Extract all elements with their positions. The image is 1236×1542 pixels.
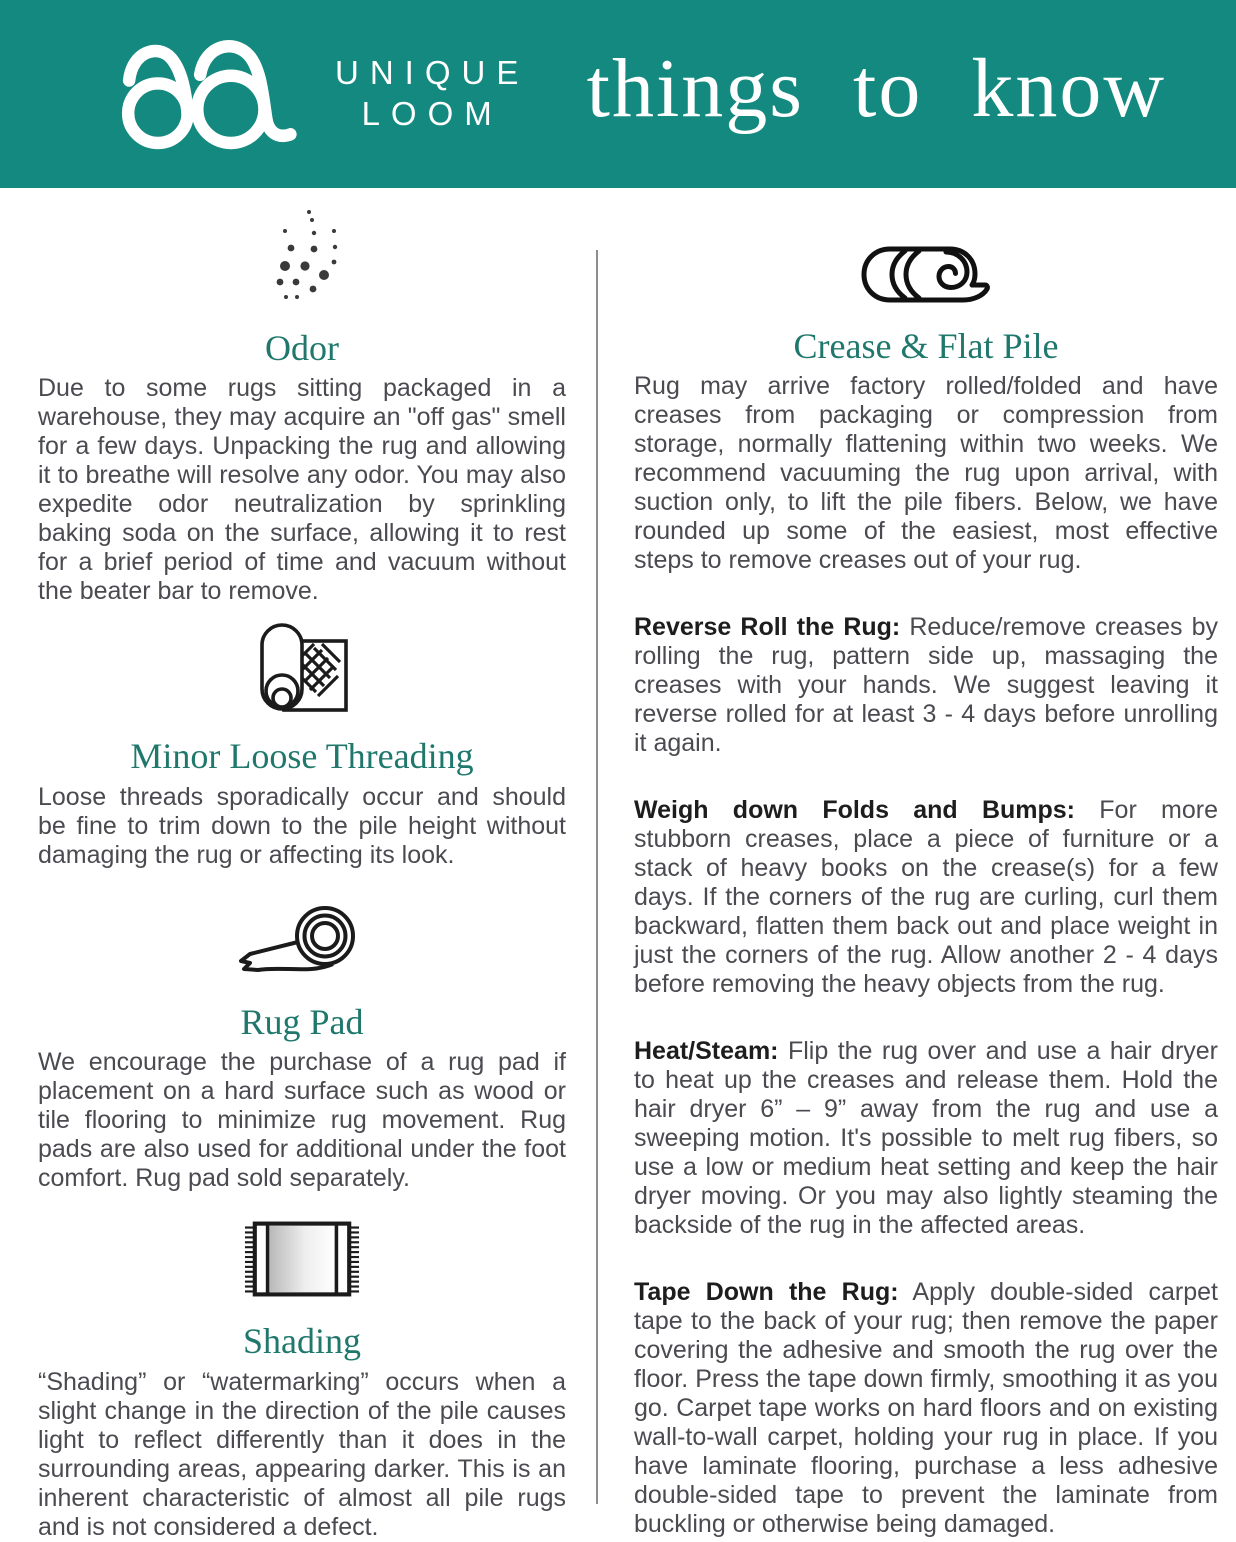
- section-intro: Rug may arrive factory rolled/folded and have creases from packaging or compression from storage, normally flattening within two weeks. We recommend vacuuming the rug upon arrival, with suction only, to lift the pile fibers. Below, we have rounded up some of the easiest, most effective steps to remove creases out of your rug.: [634, 372, 1218, 575]
- section-shading: [38, 1219, 566, 1541]
- brand-name: [324, 53, 529, 135]
- section-heading: Crease & Flat Pile: [793, 326, 1059, 366]
- section-heading: Minor Loose Threading: [130, 736, 474, 777]
- section-body: We encourage the purchase of a rug pad if placement on a hard surface such as wood or tile flooring to minimize rug movement. Rug pads are also used for additional under the foot comfort. Rug pad sold separately.: [38, 1048, 566, 1193]
- header-bar: [0, 0, 1236, 188]
- rolled-rug-spiral-icon: [860, 244, 992, 304]
- content: [0, 188, 1236, 1542]
- section-threading: [38, 622, 566, 869]
- section-heading: Rug Pad: [240, 1001, 364, 1042]
- tip-tape-down: [634, 1278, 1218, 1539]
- tip-text: Flip the rug over and use a hair dryer to heat up the creases and release them. Hold the hair dryer 6” – 9” away from the rug and use a sweeping motion. It's possible to melt rug fibers, so use a low or medium heat setting and keep the hair dryer moving. Or you may also lightly steaming the backside of the rug in the affected areas.: [634, 1037, 1218, 1240]
- brand: [108, 34, 529, 154]
- tip-reverse-roll: [634, 613, 1218, 758]
- tip-text: Reduce/remove creases by rolling the rug, pattern side up, massaging the creases with your hands. We suggest leaving it reverse rolled for at least 3 - 4 days before unrolling it again.: [634, 613, 1218, 758]
- section-body: Loose threads sporadically occur and should be fine to trim down to the pile height without damaging the rug or affecting its look.: [38, 782, 566, 869]
- tip-label: Reverse Roll the Rug:: [634, 613, 901, 642]
- unique-loom-logo-icon: [108, 34, 300, 154]
- fringed-rug-icon: [243, 1219, 361, 1299]
- section-body: Due to some rugs sitting packaged in a warehouse, they may acquire an "off gas" smell for a few days. Unpacking the rug and allowing it to breathe will resolve any odor. You may also expedite odor neutralization by sprinkling baking soda on the surface, allowing it to rest for a brief period of time and vacuum without the beater bar to remove.: [38, 374, 566, 606]
- left-column: [38, 204, 566, 1542]
- section-rugpad: [38, 900, 566, 1193]
- brand-line-1: UNIQUE: [335, 54, 530, 92]
- tip-text: For more stubborn creases, place a piece of furniture or a stack of heavy books on the crease(s) for a few days. If the corners of the rug are curling, curl them backward, flatten them back out and place weight in just the corners of the rug. Allow another 2 - 4 days before removing the heavy objects from the rug.: [634, 796, 1218, 999]
- tip-label: Weigh down Folds and Bumps:: [634, 796, 1076, 825]
- right-column: [634, 204, 1218, 1542]
- section-body: “Shading” or “watermarking” occurs when a slight change in the direction of the pile causes light to reflect differently than it does in the surrounding areas, appearing darker. This is an inherent characteristic of almost all pile rugs and is not considered a defect.: [38, 1367, 566, 1541]
- tip-text: Apply double-sided carpet tape to the back of your rug; then remove the paper covering the adhesive and smooth the rug over the floor. Press the tape down firmly, smoothing it as you go. Carpet tape works on hard floors and on existing wall-to-wall carpet, holding your rug in place. If you have laminate flooring, purchase a less adhesive double-sided tape to prevent the laminate from buckling or otherwise being damaged.: [634, 1278, 1218, 1539]
- section-heading: Odor: [265, 328, 339, 368]
- page-title: things to know: [586, 42, 1166, 135]
- tip-label: Heat/Steam:: [634, 1037, 779, 1066]
- rolled-rug-crosshatch-icon: [252, 622, 352, 714]
- tip-heat-steam: [634, 1037, 1218, 1240]
- odor-dots-icon: [260, 206, 344, 306]
- tip-label: Tape Down the Rug:: [634, 1278, 899, 1307]
- column-divider: [596, 250, 598, 1504]
- section-odor: [38, 206, 566, 606]
- brand-line-2: LOOM: [361, 95, 503, 132]
- section-crease: [634, 244, 1218, 1539]
- rug-pad-roll-icon: [236, 900, 368, 980]
- tip-weigh-down: [634, 796, 1218, 999]
- section-heading: Shading: [242, 1321, 361, 1362]
